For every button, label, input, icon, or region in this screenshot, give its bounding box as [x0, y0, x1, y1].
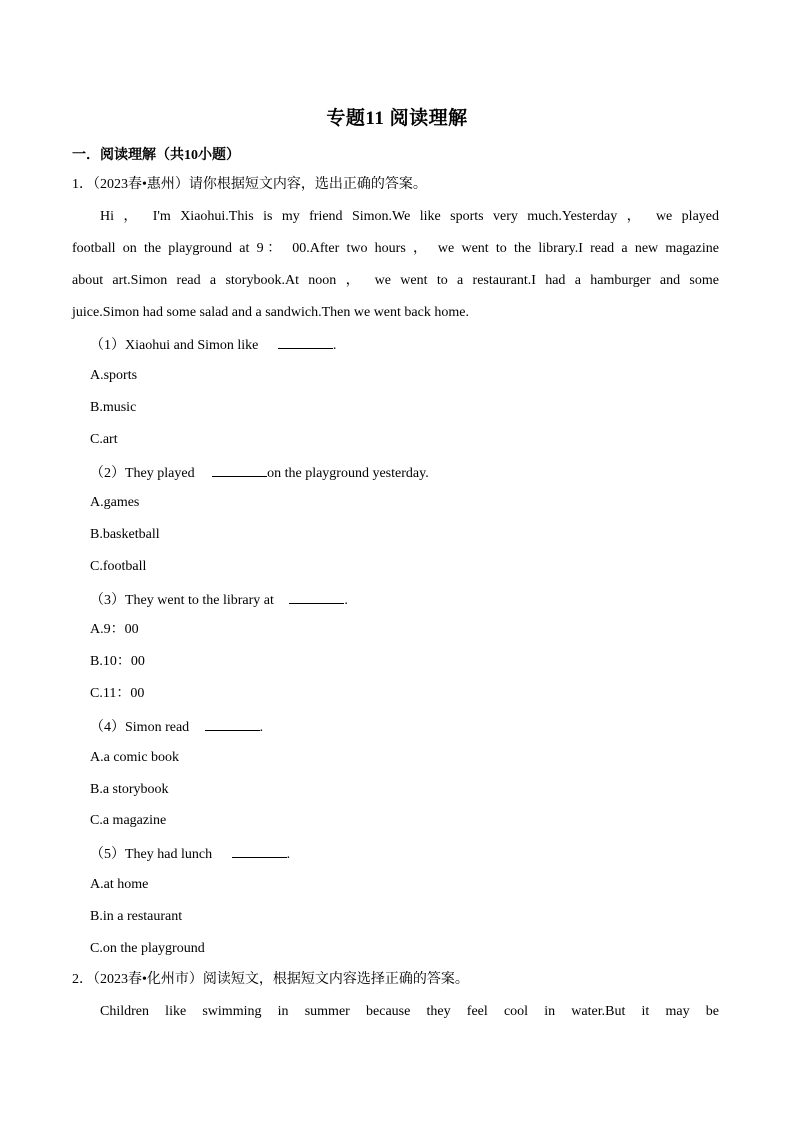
sub-question-4 [90, 716, 263, 738]
option-b[interactable]: B.in a restaurant [90, 909, 183, 924]
stem-text: . [344, 593, 348, 608]
sub-question-5 [90, 843, 290, 865]
passage-line: Children like swimming in summer because they feel cool in water.But it may be [100, 1004, 719, 1019]
option-b[interactable]: B.10：00 [90, 654, 145, 669]
stem-text: （4）Simon read [90, 720, 190, 735]
option-b[interactable]: B.basketball [90, 527, 160, 542]
stem-text: . [332, 338, 337, 353]
option-b[interactable]: B.a storybook [90, 782, 169, 797]
answer-blank[interactable] [205, 716, 260, 731]
stem-text: （1）Xiaohui and Simon like [90, 338, 259, 353]
stem-text: （5）They had lunch [90, 847, 213, 862]
option-a[interactable]: A.9：00 [90, 622, 139, 637]
sub-question-3 [90, 589, 348, 611]
option-a[interactable]: A.sports [90, 368, 138, 383]
answer-blank[interactable] [232, 843, 287, 858]
stem-text: on the playground yesterday. [267, 466, 429, 481]
option-c[interactable]: C.11：00 [90, 686, 145, 701]
stem-text: （3）They went to the library at [90, 593, 274, 608]
sub-question-2 [90, 462, 429, 484]
option-a[interactable]: A.at home [90, 877, 149, 892]
option-c[interactable]: C.on the playground [90, 941, 205, 956]
stem-text: （2）They played [90, 466, 195, 481]
answer-blank[interactable] [212, 462, 267, 477]
option-c[interactable]: C.football [90, 559, 147, 574]
option-a[interactable]: A.games [90, 495, 140, 510]
option-c[interactable]: C.a magazine [90, 813, 167, 828]
question-1-header: 1．（2023春•惠州）请你根据短文内容，选出正确的答案。 [72, 177, 427, 192]
sub-question-1 [90, 334, 336, 356]
passage-line: about art.Simon read a storybook.At noon ， we went to a restaurant.I had a hamburger and some [72, 273, 719, 288]
answer-blank[interactable] [289, 589, 344, 604]
answer-blank[interactable] [278, 334, 333, 349]
stem-text: . [286, 847, 291, 862]
passage-line: football on the playground at 9： 00.After two hours ， we went to the library.I read a new magazine [72, 241, 719, 256]
passage-line: juice.Simon had some salad and a sandwich.Then we went back home. [72, 305, 469, 320]
stem-text: . [259, 720, 264, 735]
passage-line: Hi ， I'm Xiaohui.This is my friend Simon.We like sports very much.Yesterday ， we played [100, 209, 719, 224]
option-c[interactable]: C.art [90, 432, 118, 447]
option-b[interactable]: B.music [90, 400, 137, 415]
section-heading: 一．阅读理解（共10小题） [72, 148, 240, 163]
question-2-header: 2．（2023春•化州市）阅读短文，根据短文内容选择正确的答案。 [72, 972, 469, 987]
page-title: 专题11 阅读理解 [326, 108, 468, 129]
option-a[interactable]: A.a comic book [90, 750, 180, 765]
